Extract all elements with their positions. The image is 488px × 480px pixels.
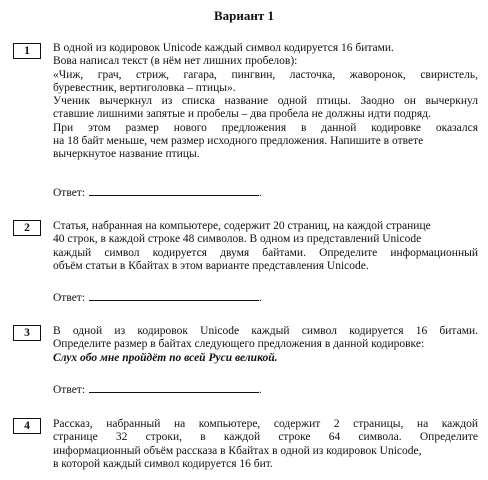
answer-field[interactable]: [53, 382, 262, 396]
task-line: каждый символ кодируется двумя байтами. Определите информационный: [53, 246, 478, 259]
answer-blank[interactable]: [89, 290, 259, 301]
task-line: информационный объём рассказа в Кбайтах в одной из кодировок Unicode,: [53, 444, 422, 457]
answer-field[interactable]: [53, 185, 262, 199]
task-line: В одной из кодировок Unicode каждый символ кодируется 16 битами.: [53, 42, 394, 54]
answer-label: Ответ:: [53, 384, 86, 396]
answer-period: .: [259, 292, 262, 304]
task-line: буревестник, вертиголовка – птицы».: [53, 81, 236, 94]
task-line: Вова написал текст (в нём нет лишних пробелов):: [53, 55, 298, 68]
task-sentence: Слух обо мне пройдёт по всей Руси великой.: [53, 351, 278, 364]
task-line: В одной из кодировок Unicode каждый символ кодируется 16 битами.: [53, 325, 478, 337]
task-text: [53, 418, 478, 471]
task-line: на 18 байт меньше, чем размер исходного предложения. Напишите в ответе: [53, 135, 424, 148]
answer-period: .: [259, 187, 262, 199]
task-line: Рассказ, набранный на компьютере, содержит 2 страницы, на каждой: [53, 418, 478, 430]
task-number-box: 1: [13, 43, 41, 59]
task-line: в которой каждый символ кодируется 16 бит.: [53, 457, 273, 470]
task-number-box: 2: [13, 220, 41, 236]
task-line: 40 строк, в каждой строке 48 символов. В одном из представлений Unicode: [53, 233, 422, 246]
task-number-box: 3: [13, 325, 41, 341]
task-text: [53, 325, 478, 365]
task-line: объём статьи в Кбайтах в этом варианте представления Unicode.: [53, 259, 369, 272]
task-text: [53, 42, 478, 162]
task-text: [53, 220, 478, 273]
task-line: ставшие лишними запятые и пробелы – два пробела не должны идти подряд.: [53, 108, 431, 121]
task-line: При этом размер нового предложения в данной кодировке оказался: [53, 121, 478, 134]
page-title: Вариант 1: [213, 8, 275, 23]
answer-blank[interactable]: [89, 185, 259, 196]
task-line: вычеркнутое название птицы.: [53, 148, 200, 161]
answer-label: Ответ:: [53, 292, 86, 304]
task-line: странице 32 строки, в каждой строке 64 символа. Определите: [53, 431, 478, 444]
task-line: Ученик вычеркнул из списка название одной птицы. Заодно он вычеркнул: [53, 95, 478, 108]
task-line: Определите размер в байтах следующего предложения в данной кодировке:: [53, 338, 425, 351]
answer-field[interactable]: [53, 290, 262, 304]
answer-period: .: [259, 384, 262, 396]
answer-label: Ответ:: [53, 187, 86, 199]
task-number-box: 4: [13, 418, 41, 434]
task-line: Статья, набранная на компьютере, содержит 20 страниц, на каждой странице: [53, 220, 431, 232]
task-line: «Чиж, грач, стриж, гагара, пингвин, ласточка, жаворонок, свиристель,: [53, 68, 478, 81]
answer-blank[interactable]: [89, 382, 259, 393]
